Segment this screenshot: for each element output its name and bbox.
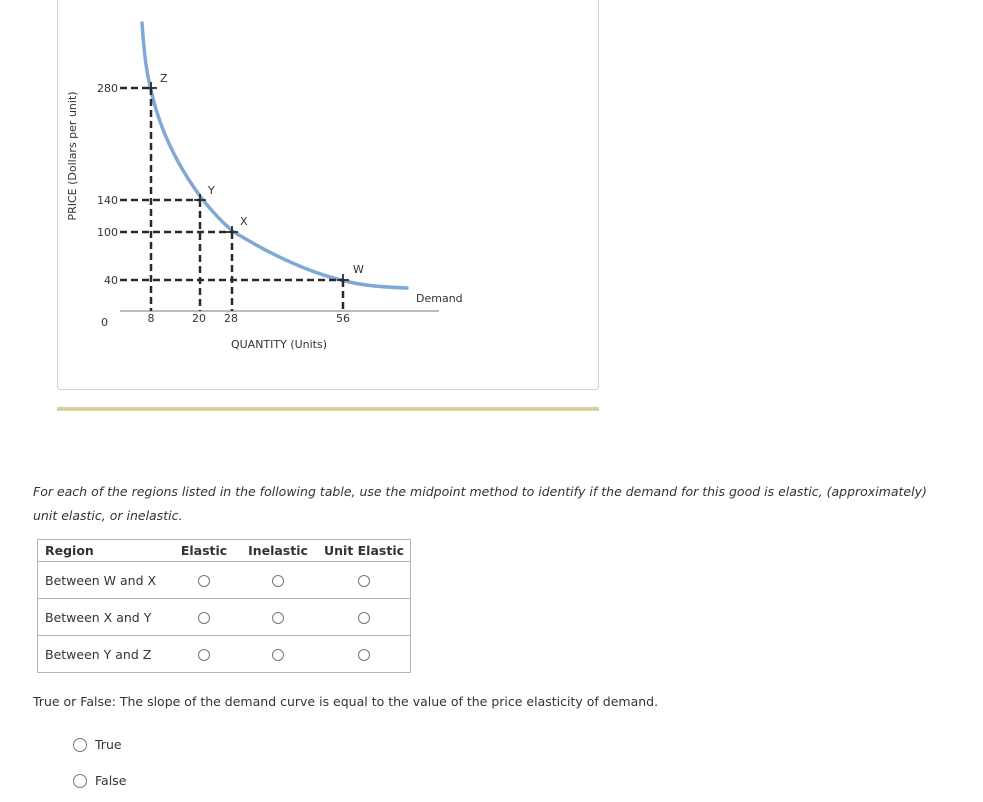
point-marker-z bbox=[145, 82, 157, 94]
option-false-label: False bbox=[95, 773, 127, 788]
point-label-x: X bbox=[240, 215, 248, 228]
option-true[interactable] bbox=[73, 737, 122, 752]
radio-false[interactable] bbox=[73, 774, 87, 788]
y-tick-100: 100 bbox=[97, 226, 118, 239]
table-row bbox=[38, 599, 411, 636]
header-inelastic: Inelastic bbox=[238, 540, 318, 562]
region-label: Between X and Y bbox=[38, 599, 171, 636]
point-marker-w bbox=[337, 274, 349, 286]
option-true-label: True bbox=[95, 737, 122, 752]
x-tick-28: 28 bbox=[224, 312, 238, 325]
x-tick-20: 20 bbox=[192, 312, 206, 325]
header-unit-elastic: Unit Elastic bbox=[318, 540, 411, 562]
x-tick-8: 8 bbox=[147, 312, 155, 325]
elasticity-table bbox=[37, 539, 411, 673]
header-elastic: Elastic bbox=[170, 540, 238, 562]
radio-wx-inelastic[interactable] bbox=[272, 575, 284, 587]
radio-wx-unit-elastic[interactable] bbox=[358, 575, 370, 587]
demand-graph bbox=[58, 0, 598, 389]
table-header-row bbox=[38, 540, 411, 562]
radio-wx-elastic[interactable] bbox=[198, 575, 210, 587]
radio-xy-unit-elastic[interactable] bbox=[358, 612, 370, 624]
radio-yz-inelastic[interactable] bbox=[272, 649, 284, 661]
header-region: Region bbox=[38, 540, 171, 562]
x-tick-56: 56 bbox=[336, 312, 350, 325]
point-marker-y bbox=[194, 194, 206, 206]
guide-lines bbox=[120, 88, 343, 311]
y-tick-280: 280 bbox=[97, 82, 118, 95]
y-tick-140: 140 bbox=[97, 194, 118, 207]
radio-yz-unit-elastic[interactable] bbox=[358, 649, 370, 661]
radio-xy-elastic[interactable] bbox=[198, 612, 210, 624]
section-divider bbox=[57, 407, 599, 411]
demand-curve-label: Demand bbox=[416, 292, 463, 305]
graph-panel bbox=[57, 0, 599, 390]
y-tick-40: 40 bbox=[104, 274, 118, 287]
point-label-z: Z bbox=[160, 72, 168, 85]
radio-true[interactable] bbox=[73, 738, 87, 752]
radio-yz-elastic[interactable] bbox=[198, 649, 210, 661]
true-false-question: True or False: The slope of the demand curve is equal to the value of the price elasticity of demand. bbox=[33, 694, 659, 709]
option-false[interactable] bbox=[73, 773, 126, 788]
y-tick-0: 0 bbox=[101, 316, 108, 329]
x-axis-label: QUANTITY (Units) bbox=[230, 338, 328, 351]
radio-xy-inelastic[interactable] bbox=[272, 612, 284, 624]
region-label: Between W and X bbox=[38, 562, 171, 599]
region-label: Between Y and Z bbox=[38, 636, 171, 673]
instructions-text: For each of the regions listed in the following table, use the midpoint method to identify if the demand for this good is elastic, (approximately) unit elastic, or inelastic. bbox=[33, 484, 927, 523]
demand-curve bbox=[142, 23, 407, 288]
point-label-w: W bbox=[353, 263, 364, 276]
y-axis-label: PRICE (Dollars per unit) bbox=[66, 91, 79, 221]
table-row bbox=[38, 636, 411, 673]
point-label-y: Y bbox=[208, 184, 215, 197]
table-row bbox=[38, 562, 411, 599]
